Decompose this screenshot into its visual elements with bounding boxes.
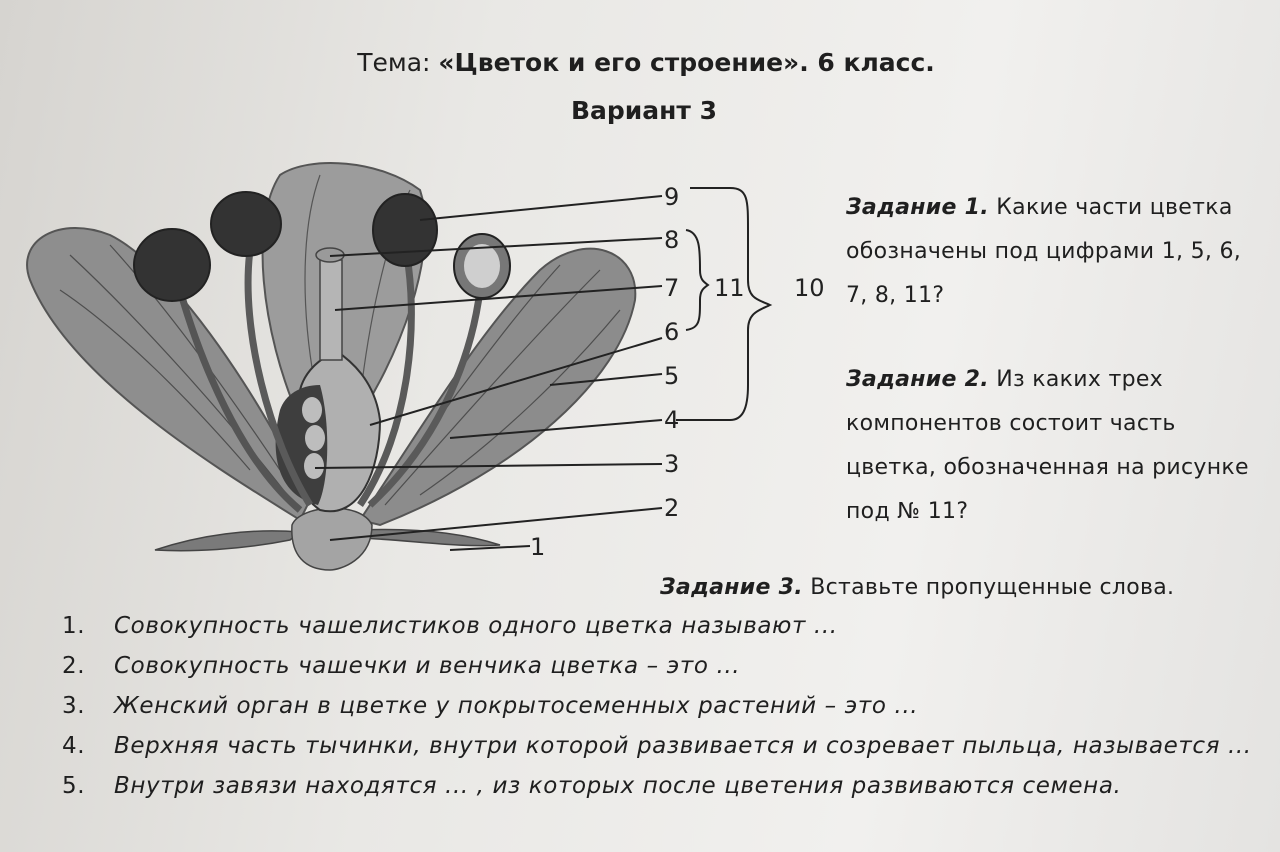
label-7: 7 xyxy=(664,274,680,302)
sepal-right xyxy=(360,530,500,546)
label-1: 1 xyxy=(530,533,546,561)
list-item-number: 5. xyxy=(62,773,86,799)
list-item-number: 2. xyxy=(62,653,86,679)
task-1-heading: Задание 1. xyxy=(846,195,989,220)
list-item-number: 4. xyxy=(62,733,86,759)
task-2-text: Из каких трех компонентов состоит часть цветка, обозначенная на рисунке под № 11? xyxy=(846,367,1249,524)
label-11: 11 xyxy=(714,274,745,302)
label-2: 2 xyxy=(664,494,680,522)
task-3 xyxy=(660,566,1260,610)
variant-title: Вариант 3 xyxy=(570,96,718,125)
anther xyxy=(211,192,281,256)
task-1-text: Какие части цветка обозначены под цифрами 1, 5, 6, 7, 8, 11? xyxy=(846,195,1242,308)
list-item xyxy=(62,766,1262,806)
list-item-text: Женский орган в цветке у покрытосеменных растений – это ... xyxy=(114,693,919,719)
list-item xyxy=(62,726,1262,766)
topic-title: «Цветок и его строение». 6 класс. xyxy=(438,48,935,77)
list-item-number: 3. xyxy=(62,693,86,719)
label-9: 9 xyxy=(664,183,680,211)
task-3-text: Вставьте пропущенные слова. xyxy=(810,575,1175,600)
label-3: 3 xyxy=(664,450,680,478)
list-item-number: 1. xyxy=(62,613,86,639)
task-2 xyxy=(846,358,1266,534)
list-item xyxy=(62,646,1262,686)
fill-in-list xyxy=(62,606,1262,806)
topic-prefix: Тема: xyxy=(357,48,439,77)
list-item-text: Совокупность чашечки и венчика цветка – это ... xyxy=(114,653,741,679)
anther xyxy=(373,194,437,266)
list-item-text: Внутри завязи находятся ... , из которых после цветения развиваются семена. xyxy=(114,773,1122,799)
label-8: 8 xyxy=(664,226,680,254)
label-5: 5 xyxy=(664,362,680,390)
sepal-left xyxy=(155,531,300,551)
label-4: 4 xyxy=(664,406,680,434)
task-3-heading: Задание 3. xyxy=(660,575,803,600)
list-item xyxy=(62,686,1262,726)
task-1 xyxy=(846,186,1266,318)
list-item xyxy=(62,606,1262,646)
anther xyxy=(134,229,210,301)
list-item-text: Верхняя часть тычинки, внутри которой развивается и созревает пыльца, называется ... xyxy=(114,733,1252,759)
label-6: 6 xyxy=(664,318,680,346)
label-10: 10 xyxy=(794,274,825,302)
list-item-text: Совокупность чашелистиков одного цветка называют ... xyxy=(114,613,838,639)
task-2-heading: Задание 2. xyxy=(846,367,989,392)
